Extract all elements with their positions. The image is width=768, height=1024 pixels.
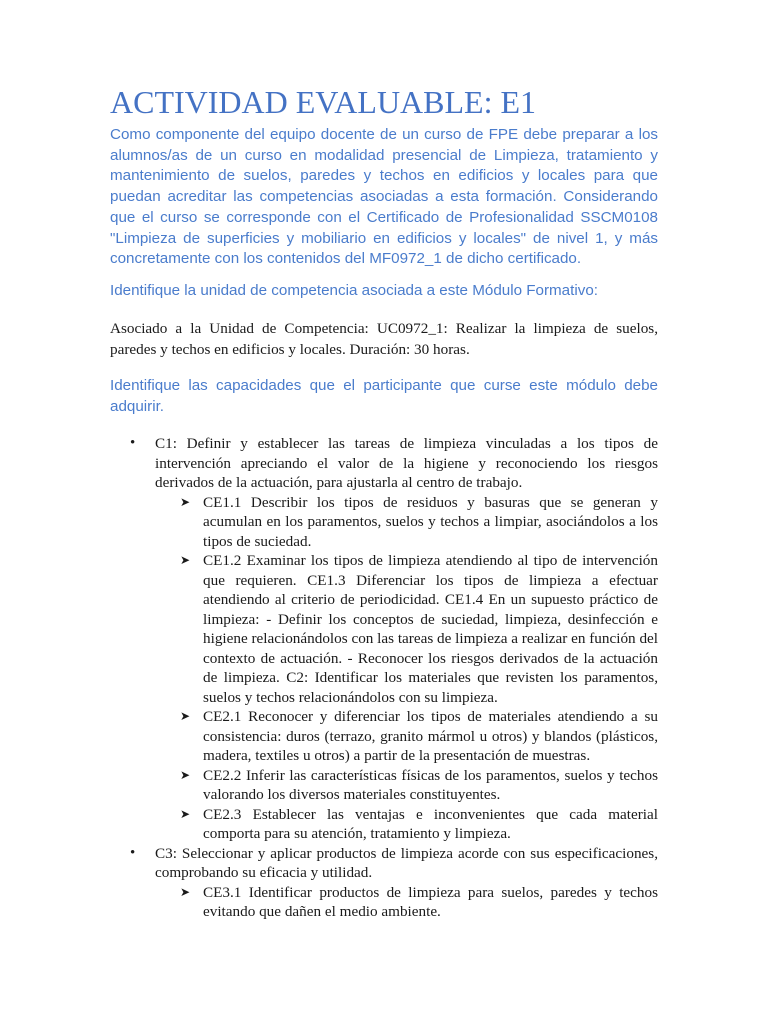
page-title: ACTIVIDAD EVALUABLE: E1 [110,84,537,120]
arrowhead-bullet-icon: ➤ [180,709,191,723]
criterion-text: CE2.3 Establecer las ventajas e inconvenientes que cada material comporta para su atención, tratamiento y limpieza. [203,805,658,842]
arrowhead-bullet-icon: ➤ [180,884,191,899]
list-item-capacity-c3 [110,844,658,922]
arrowhead-bullet-icon: ➤ [180,553,191,567]
list-item-criterion [110,805,658,844]
criterion-text: CE3.1 Identificar productos de limpieza para suelos, paredes y techos evitando que dañen el medio ambiente. [203,883,658,920]
arrowhead-bullet-icon: ➤ [180,806,191,821]
list-item-criterion [110,493,658,552]
answer-competency-unit: Asociado a la Unidad de Competencia: UC0972_1: Realizar la limpieza de suelos, paredes y techos en edificios y locales. Duración: 30 horas. [110,320,658,358]
criterion-text: CE2.2 Inferir las características físicas de los paramentos, suelos y techos valorando los diversos materiales constituyentes. [203,766,658,803]
arrowhead-bullet-icon: ➤ [180,494,191,509]
intro-paragraph: Como componente del equipo docente de un curso de FPE debe preparar a los alumnos/as de un curso en modalidad presencial de Limpieza, tratamiento y mantenimiento de suelos, paredes y techos en edificios y locales para que puedan acreditar las competencias asociadas a esta formación. Considerando que el curso se corresponde con el Certificado de Profesionalidad SSCM0108 "Limpieza de superficies y mobiliario en edificios y locales" de nivel 1, y más concretamente con los contenidos del MF0972_1 de dicho certificado. [110,126,658,268]
question-capacities: Identifique las capacidades que el participante que curse este módulo debe adquirir. [110,377,658,415]
capacity-text: C3: Seleccionar y aplicar productos de limpieza acorde con sus especificaciones, comprobando su eficacia y utilidad. [155,844,658,881]
criterion-text: CE1.1 Describir los tipos de residuos y basuras que se generan y acumulan en los paramentos, suelos y techos a limpiar, asociándolos a los tipos de suciedad. [203,493,658,550]
question-competency-unit: Identifique la unidad de competencia asociada a este Módulo Formativo: [110,282,598,299]
list-item-capacity-c1 [110,434,658,844]
list-item-criterion [110,551,658,707]
bullet-icon: • [130,435,136,451]
criteria-list [155,493,658,844]
capacities-list [110,434,658,922]
capacity-text: C1: Definir y establecer las tareas de limpieza vinculadas a los tipos de intervención apreciando el valor de la higiene y reconociendo los riesgos derivados de la actuación, para ajustarla al centro de trabajo. [155,435,658,491]
list-item-criterion [110,707,658,766]
list-item-criterion [110,766,658,805]
criterion-text: CE2.1 Reconocer y diferenciar los tipos de materiales atendiendo a su consistencia: duros (terrazo, granito mármol u otros) y blandos (plásticos, madera, textiles u otros) a partir de la presentación de muestras. [203,708,658,764]
criterion-text: CE1.2 Examinar los tipos de limpieza atendiendo al tipo de intervención que requieren. CE1.3 Diferenciar los tipos de limpieza a efectuar atendiendo al criterio de periodicidad. CE1.4 En un supuesto práctico de limpieza: - Definir los conceptos de suciedad, limpieza, desinfección e higiene relacionándolos con las tareas de limpieza a realizar en función del contexto de actuación. - Reconocer los riesgos derivados de la actuación de limpieza. C2: Identificar los materiales que revisten los paramentos, suelos y techos relacionándolos con su limpieza. [203,552,658,706]
list-item-criterion [110,883,658,922]
arrowhead-bullet-icon: ➤ [180,767,191,782]
criteria-list [155,883,658,922]
bullet-icon: • [130,844,136,861]
